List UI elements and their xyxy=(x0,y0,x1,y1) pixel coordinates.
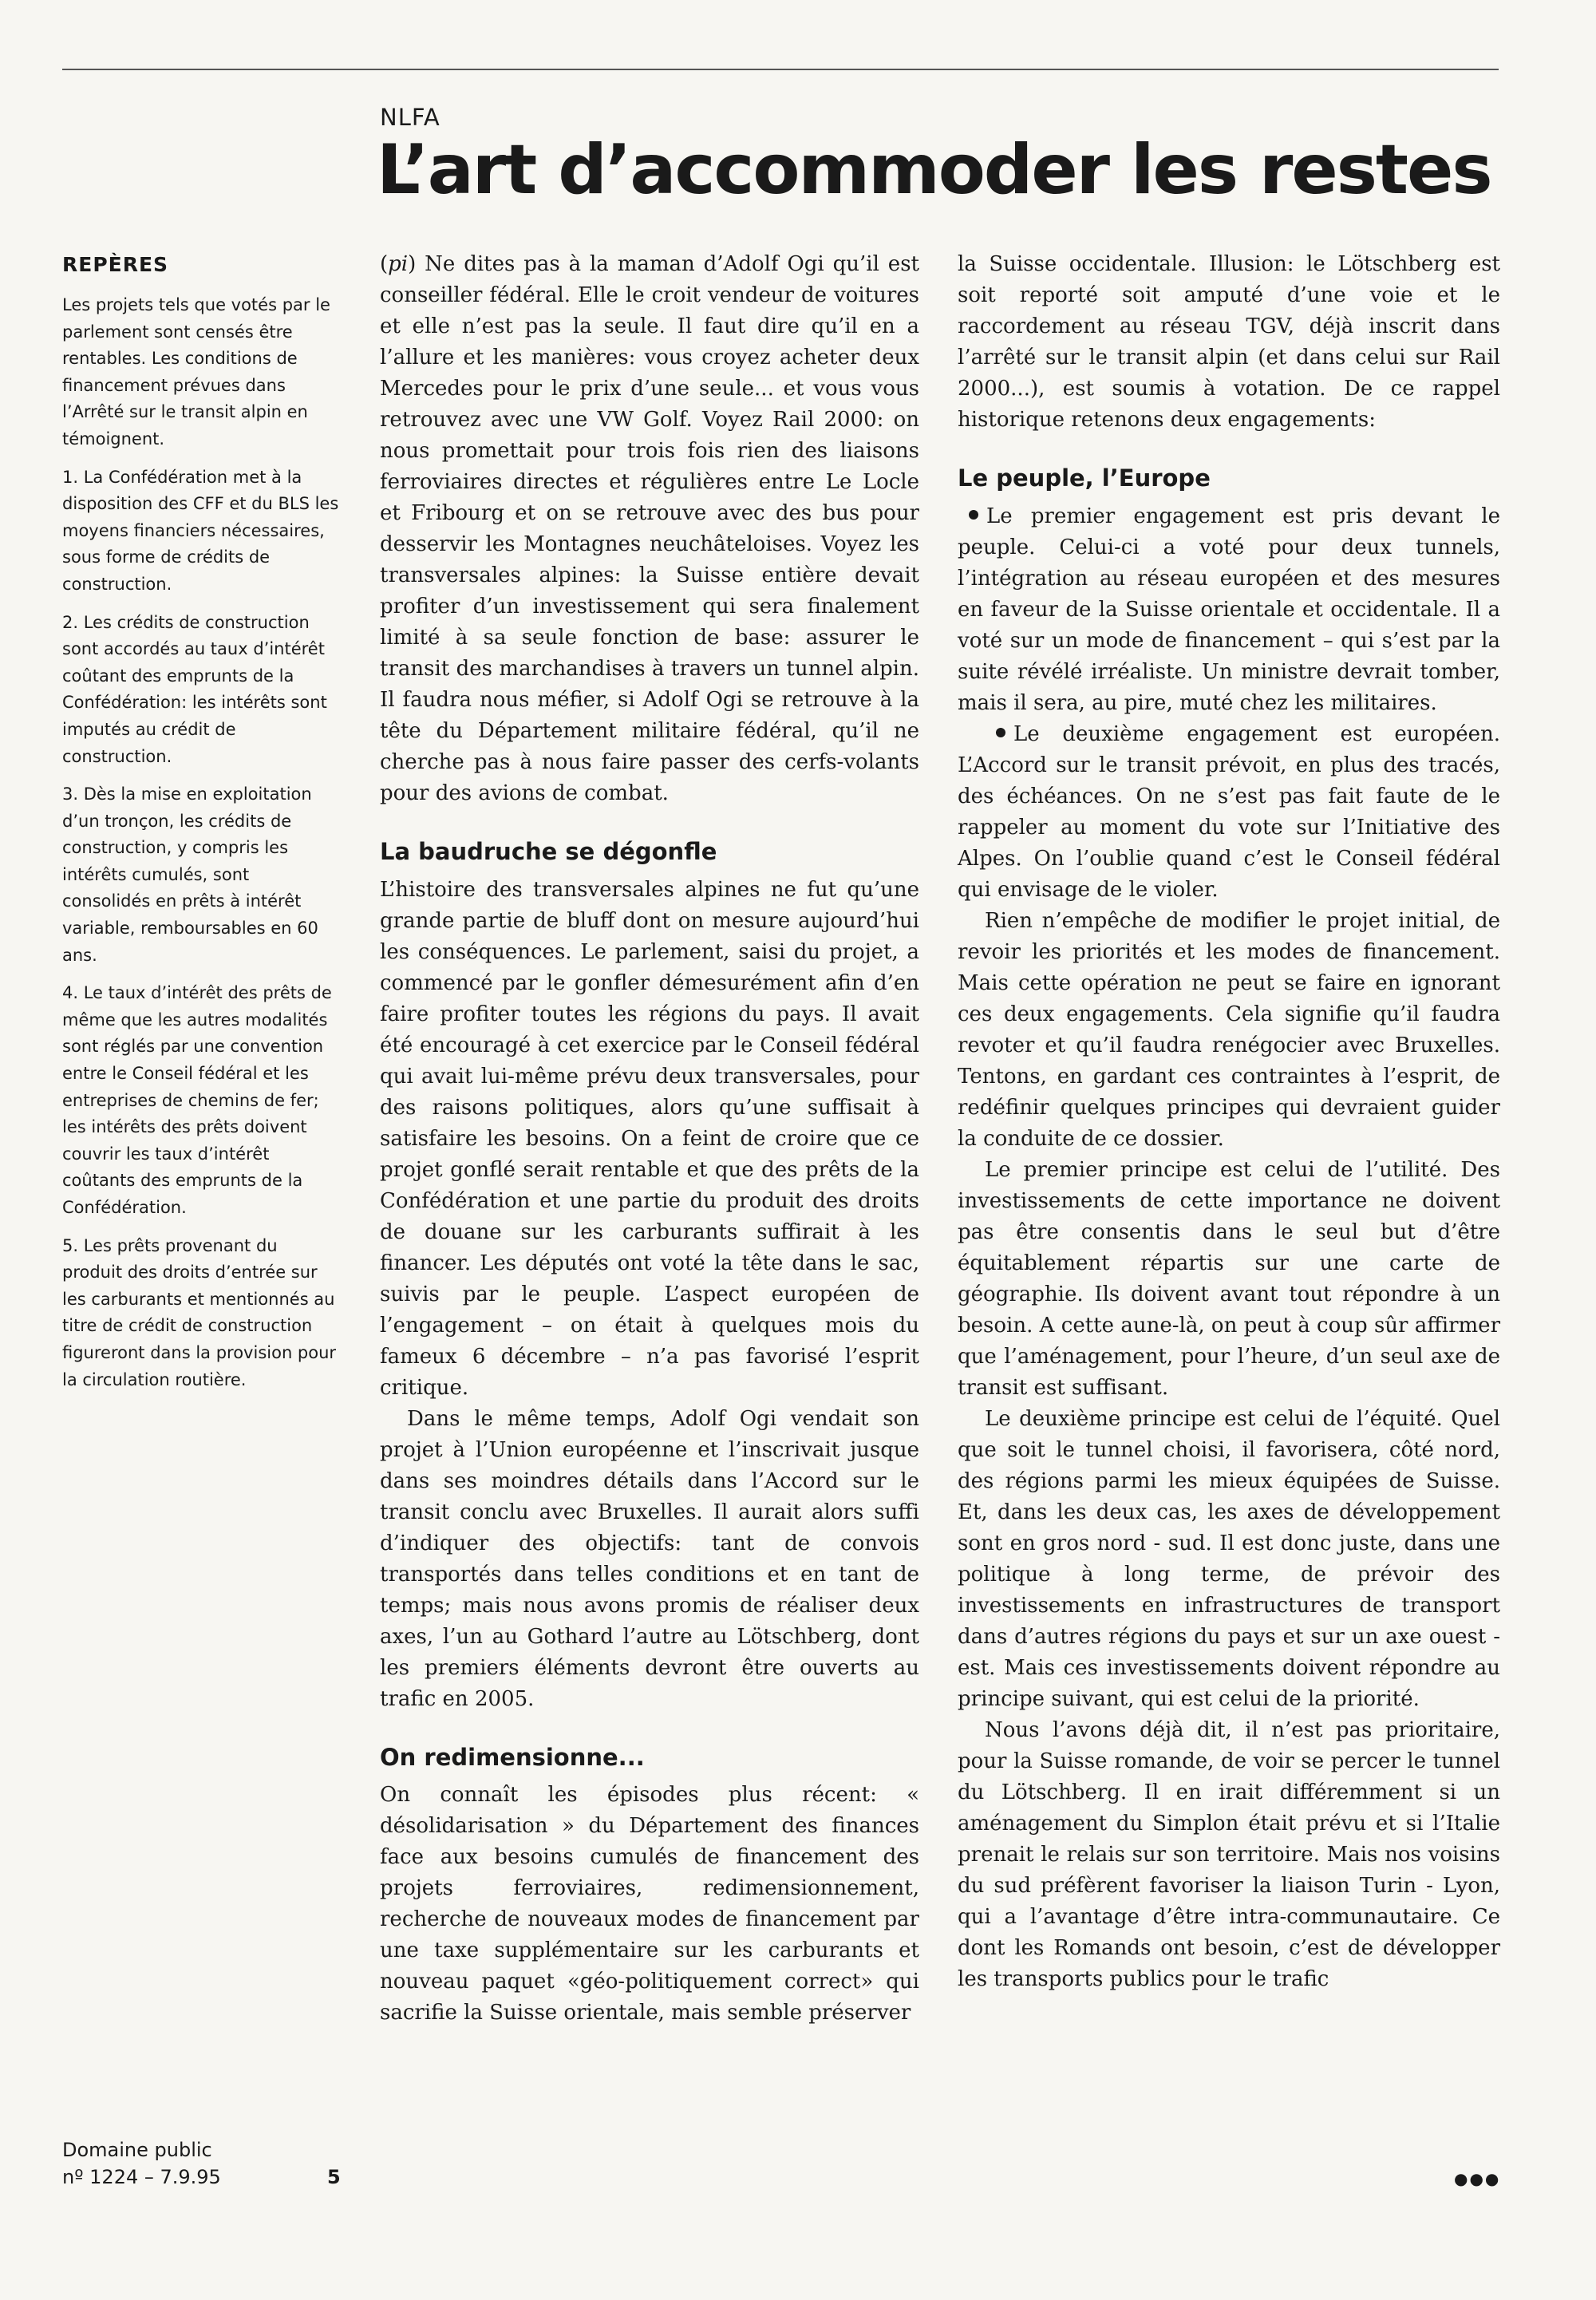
sidebar-intro: Les projets tels que votés par le parlement sont censés être rentables. Les conditions de financement prévues dans l’Arrêté sur le transit alpin en témoignent. xyxy=(62,295,330,449)
bullet-icon xyxy=(969,510,978,520)
intro-text: ) Ne dites pas à la maman d’Adolf Ogi qu’il est conseiller fédéral. Elle le croit vendeur de voitures et elle n’est pas la seule. Il faut dire qu’il en a l’allure et les manières: vous croyez acheter deux Mercedes pour le prix d’une seule... et vous vous retrouvez avec une VW Golf. Voyez Rail 2000: on nous promettait pour trois fois rien des liaisons ferroviaires directes et régulières entre Le Locle et Fribourg et on se retrouve avec des bus pour desservir les Montagnes neuchâteloises. Voyez les transversales alpines: la Suisse entière devait profiter d’un investissement qui sera finalement limité à sa seule fonction de base: assurer le transit des marchandises à travers un tunnel alpin. Il faudra nous méfier, si Adolf Ogi se retrouve à la tête du Département militaire fédéral, qu’il ne cherche pas à nous faire passer des cerfs-volants pour des avions de combat. xyxy=(380,252,919,805)
sidebar-item: 1. La Confédération met à la disposition des CFF et du BLS les moyens financiers nécessaires, sous forme de crédits de construction. xyxy=(62,467,339,594)
sidebar-item: 4. Le taux d’intérêt des prêts de même que les autres modalités sont réglés par une convention entre le Conseil fédéral et les entreprises de chemins de fer; les intérêts des prêts doivent couvrir les taux d’intérêt coûtants des emprunts de la Confédération. xyxy=(62,983,332,1217)
paragraph: L’histoire des transversales alpines ne fut qu’une grande partie de bluff dont on mesure aujourd’hui les conséquences. Le parlement, saisi du projet, a commencé par le gonfler démesurément afin d’en faire profiter toutes les régions du pays. Il avait été encouragé à cet exercice par le Conseil fédéral qui avait lui-même prévu deux transversales, pour des raisons politiques, alors qu’une suffisait à satisfaire les besoins. On a feint de croire que ce projet gonflé serait rentable et que des prêts de la Confédération et une partie du produit des droits de douane sur les carburants suffirait à les financer. Les députés ont voté la tête dans le sac, suivis par le peuple. L’aspect européen de l’engagement – on était à quelques mois du fameux 6 décembre – n’a pas favorisé l’esprit critique. xyxy=(380,877,919,1400)
author-initials: pi xyxy=(388,252,409,276)
paragraph: la Suisse occidentale. Illusion: le Lötschberg est soit reporté soit amputé d’une voie et le raccordement au réseau TGV, déjà inscrit dans l’arrêté sur le transit alpin (et dans celui sur Rail 2000...), est soumis à votation. De ce rappel historique retenons deux engagements: xyxy=(958,252,1500,432)
sidebar-item: 3. Dès la mise en exploitation d’un tronçon, les crédits de construction, y compris les intérêts cumulés, sont consolidés en prêts à intérêt variable, remboursables en 60 ans. xyxy=(62,784,318,965)
paragraph: Dans le même temps, Adolf Ogi vendait son projet à l’Union européenne et l’inscrivait jusque dans ses moindres détails dans l’Accord sur le transit conclu avec Bruxelles. Il aurait alors suffi d’indiquer des objectifs: tant de convois transportés dans telles conditions et en tant de temps; mais nous avons promis de réaliser deux axes, l’un au Gothard l’autre au Lötschberg, dont les premiers éléments devront être ouverts au trafic en 2005. xyxy=(380,1406,919,1711)
sidebar-heading: REPÈRES xyxy=(62,253,169,276)
paragraph: On connaît les épisodes plus récent: « désolidarisation » du Département des finances face aux besoins cumulés de financement des projets ferroviaires, redimensionnement, recherche de nouveaux modes de financement par une taxe supplémentaire sur les carburants et nouveau paquet «géo-politiquement correct» qui sacrifie la Suisse orientale, mais semble préserver xyxy=(380,1783,919,2025)
article-column-2 xyxy=(958,249,1500,1995)
issue-date: nº 1224 – 7.9.95 xyxy=(62,2165,221,2188)
bullet-paragraph xyxy=(958,719,1500,906)
paragraph: Le deuxième principe est celui de l’équité. Quel que soit le tunnel choisi, il favorisera, côté nord, des régions parmi les mieux équipées de Suisse. Et, dans les deux cas, les axes de développement sont en gros nord - sud. Il est donc juste, dans une politique à long terme, de prévoir des investissements en infrastructures de transport dans d’autres régions du pays et sur un axe ouest - est. Mais ces investissements doivent répondre au principe suivant, qui est celui de la priorité. xyxy=(958,1406,1500,1711)
page-footer xyxy=(62,2137,350,2191)
reperes-sidebar xyxy=(62,249,342,1405)
paragraph: Le premier principe est celui de l’utilité. Des investissements de cette importance ne doivent pas être consentis dans le seul but d’être équitablement répartis sur une carte de géographie. Ils doivent avant tout répondre à un besoin. A cette aune-là, on peut à coup sûr affirmer que l’aménagement, pour l’heure, d’un seul axe de transit est suffisant. xyxy=(958,1157,1500,1400)
article-intro: (pi) Ne dites pas à la maman d’Adolf Ogi qu’il est conseiller fédéral. Elle le croit vendeur de voitures et elle n’est pas la seule. Il faut dire qu’il en a l’allure et les manières: vous croyez acheter deux Mercedes pour le prix d’une seule... et vous vous retrouvez avec une VW Golf. Voyez Rail 2000: on nous promettait pour trois fois rien des liaisons ferroviaires directes et régulières entre Le Locle et Fribourg et on se retrouve avec des bus pour desservir les Montagnes neuchâteloises. Voyez les transversales alpines: la Suisse entière devait profiter d’un investissement qui sera finalement limité à sa seule fonction de base: assurer le transit des marchandises à travers un tunnel alpin. Il faudra nous méfier, si Adolf Ogi se retrouve à la tête du Département militaire fédéral, qu’il ne cherche pas à nous faire passer des cerfs-volants pour des avions de combat. xyxy=(380,252,919,805)
paragraph: Rien n’empêche de modifier le projet initial, de revoir les priorités et les modes de financement. Mais cette opération ne peut se faire en ignorant ces deux engagements. Cela signifie qu’il faudra revoter et qu’il faudra renégocier avec Bruxelles. Tentons, en gardant ces contraintes à l’esprit, de redéfinir quelques principes qui devraient guider la conduite de ce dossier. xyxy=(958,908,1500,1151)
continued-marker: ●●● xyxy=(1454,2169,1501,2188)
subheading-peuple-europe: Le peuple, l’Europe xyxy=(958,464,1211,492)
article-title: L’art d’accommoder les restes xyxy=(377,130,1491,210)
sidebar-item: 5. Les prêts provenant du produit des droits d’entrée sur les carburants et mentionnés au titre de crédit de construction figureront dans la provision pour la circulation routière. xyxy=(62,1235,337,1389)
bullet-text: Le premier engagement est pris devant le peuple. Celui-ci a voté pour deux tunnels, l’intégration au réseau européen et des mesures en faveur de la Suisse orientale et occidentale. Il a voté sur un mode de financement – qui s’est par la suite révélé irréaliste. Un ministre devrait tomber, mais il sera, au pire, muté chez les militaires. xyxy=(958,504,1500,715)
bullet-text: Le deuxième engagement est européen. L’Accord sur le transit prévoit, en plus des tracés, des échéances. On ne s’est pas fait faute de le rappeler au moment du vote sur l’Initiative des Alpes. On l’oublie quand c’est le Conseil fédéral qui envisage de le violer. xyxy=(958,721,1500,902)
subheading-redimensionne: On redimensionne... xyxy=(380,1743,645,1771)
subheading-baudruche: La baudruche se dégonfle xyxy=(380,838,717,865)
publication-name: Domaine public xyxy=(62,2139,212,2161)
bullet-paragraph xyxy=(958,501,1500,719)
section-kicker: NLFA xyxy=(380,104,440,131)
page-number: 5 xyxy=(327,2166,341,2188)
sidebar-item: 2. Les crédits de construction sont accordés au taux d’intérêt coûtant des emprunts de la Confédération: les intérêts sont imputés au crédit de construction. xyxy=(62,612,327,766)
article-column-1 xyxy=(380,249,919,2029)
paragraph: Nous l’avons déjà dit, il n’est pas prioritaire, pour la Suisse romande, de voir se percer le tunnel du Lötschberg. Il en irait différemment si un aménagement du Simplon était prévu et si l’Italie prenait le relais sur son territoire. Mais nos voisins du sud préfèrent favoriser la liaison Turin - Lyon, qui a l’avantage d’être intra-communautaire. Ce dont les Romands ont besoin, c’est de développer les transports publics pour le trafic xyxy=(958,1717,1500,1991)
bullet-icon xyxy=(996,728,1005,737)
top-rule xyxy=(62,69,1499,70)
